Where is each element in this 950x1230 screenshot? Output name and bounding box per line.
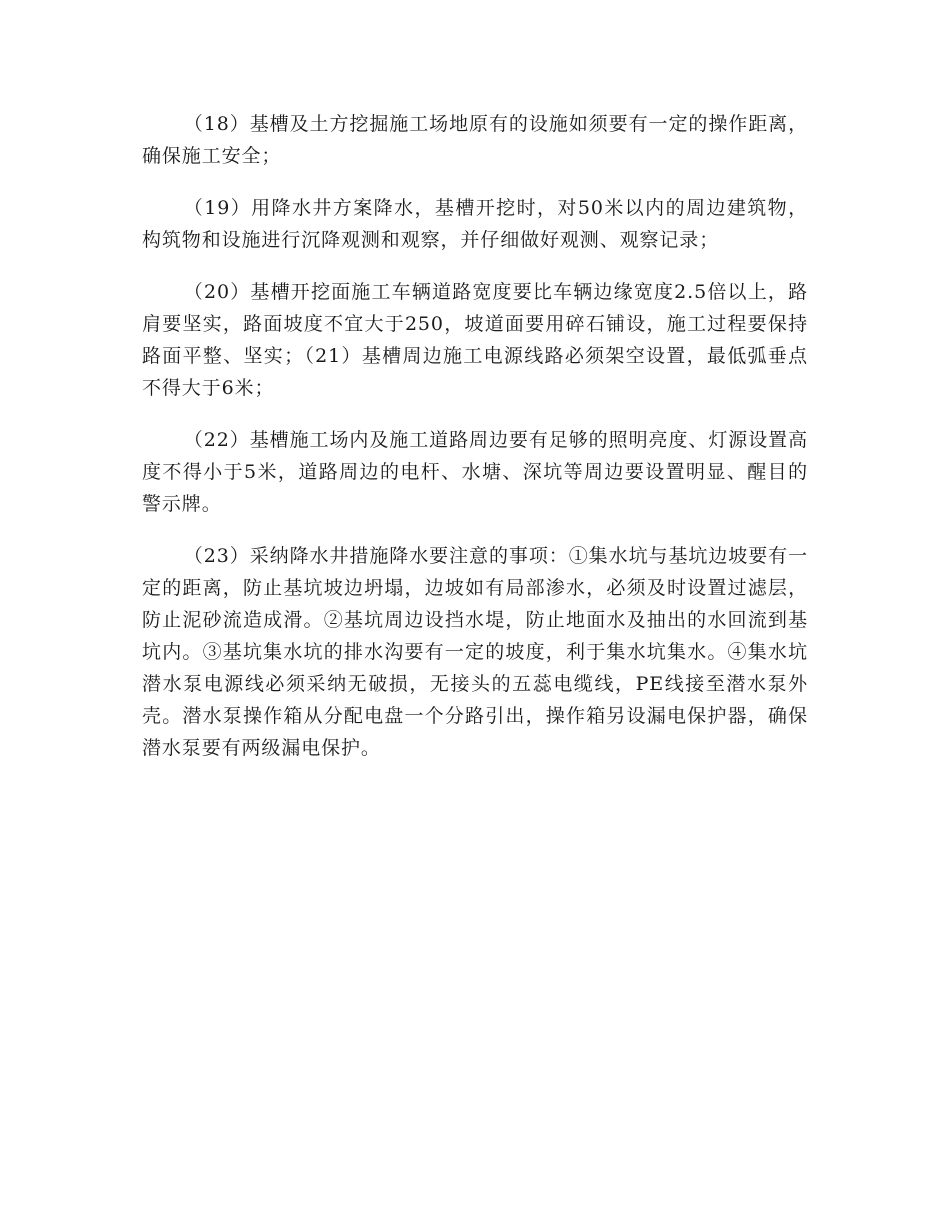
- paragraph-18: （18）基槽及土方挖掘施工场地原有的设施如须要有一定的操作距离，确保施工安全；: [142, 113, 808, 167]
- paragraph-19: （19）用降水井方案降水，基槽开挖时，对50米以内的周边建筑物，构筑物和设施进行沉降观测和观察，并仔细做好观测、观察记录；: [142, 197, 808, 251]
- paragraph-20-21: （20）基槽开挖面施工车辆道路宽度要比车辆边缘宽度2.5倍以上，路肩要坚实，路面坡度不宜大于250，坡道面要用碎石铺设，施工过程要保持路面平整、坚实；（21）基槽周边施工电源线路必须架空设置，最低弧垂点不得大于6米；: [142, 281, 808, 399]
- paragraph-23: （23）采纳降水井措施降水要注意的事项：①集水坑与基坑边坡要有一定的距离，防止基坑坡边坍塌，边坡如有局部渗水，必须及时设置过滤层，防止泥砂流造成滑。②基坑周边设挡水堤，防止地面水及抽出的水回流到基坑内。③基坑集水坑的排水沟要有一定的坡度，利于集水坑集水。④集水坑潜水泵电源线必须采纳无破损，无接头的五蕊电缆线，PE线接至潜水泵外壳。潜水泵操作箱从分配电盘一个分路引出，操作箱另设漏电保护器，确保潜水泵要有两级漏电保护。: [142, 545, 808, 759]
- paragraph-22: （22）基槽施工场内及施工道路周边要有足够的照明亮度、灯源设置高度不得小于5米，道路周边的电杆、水塘、深坑等周边要设置明显、醒目的警示牌。: [142, 429, 808, 515]
- document-body: [142, 108, 808, 784]
